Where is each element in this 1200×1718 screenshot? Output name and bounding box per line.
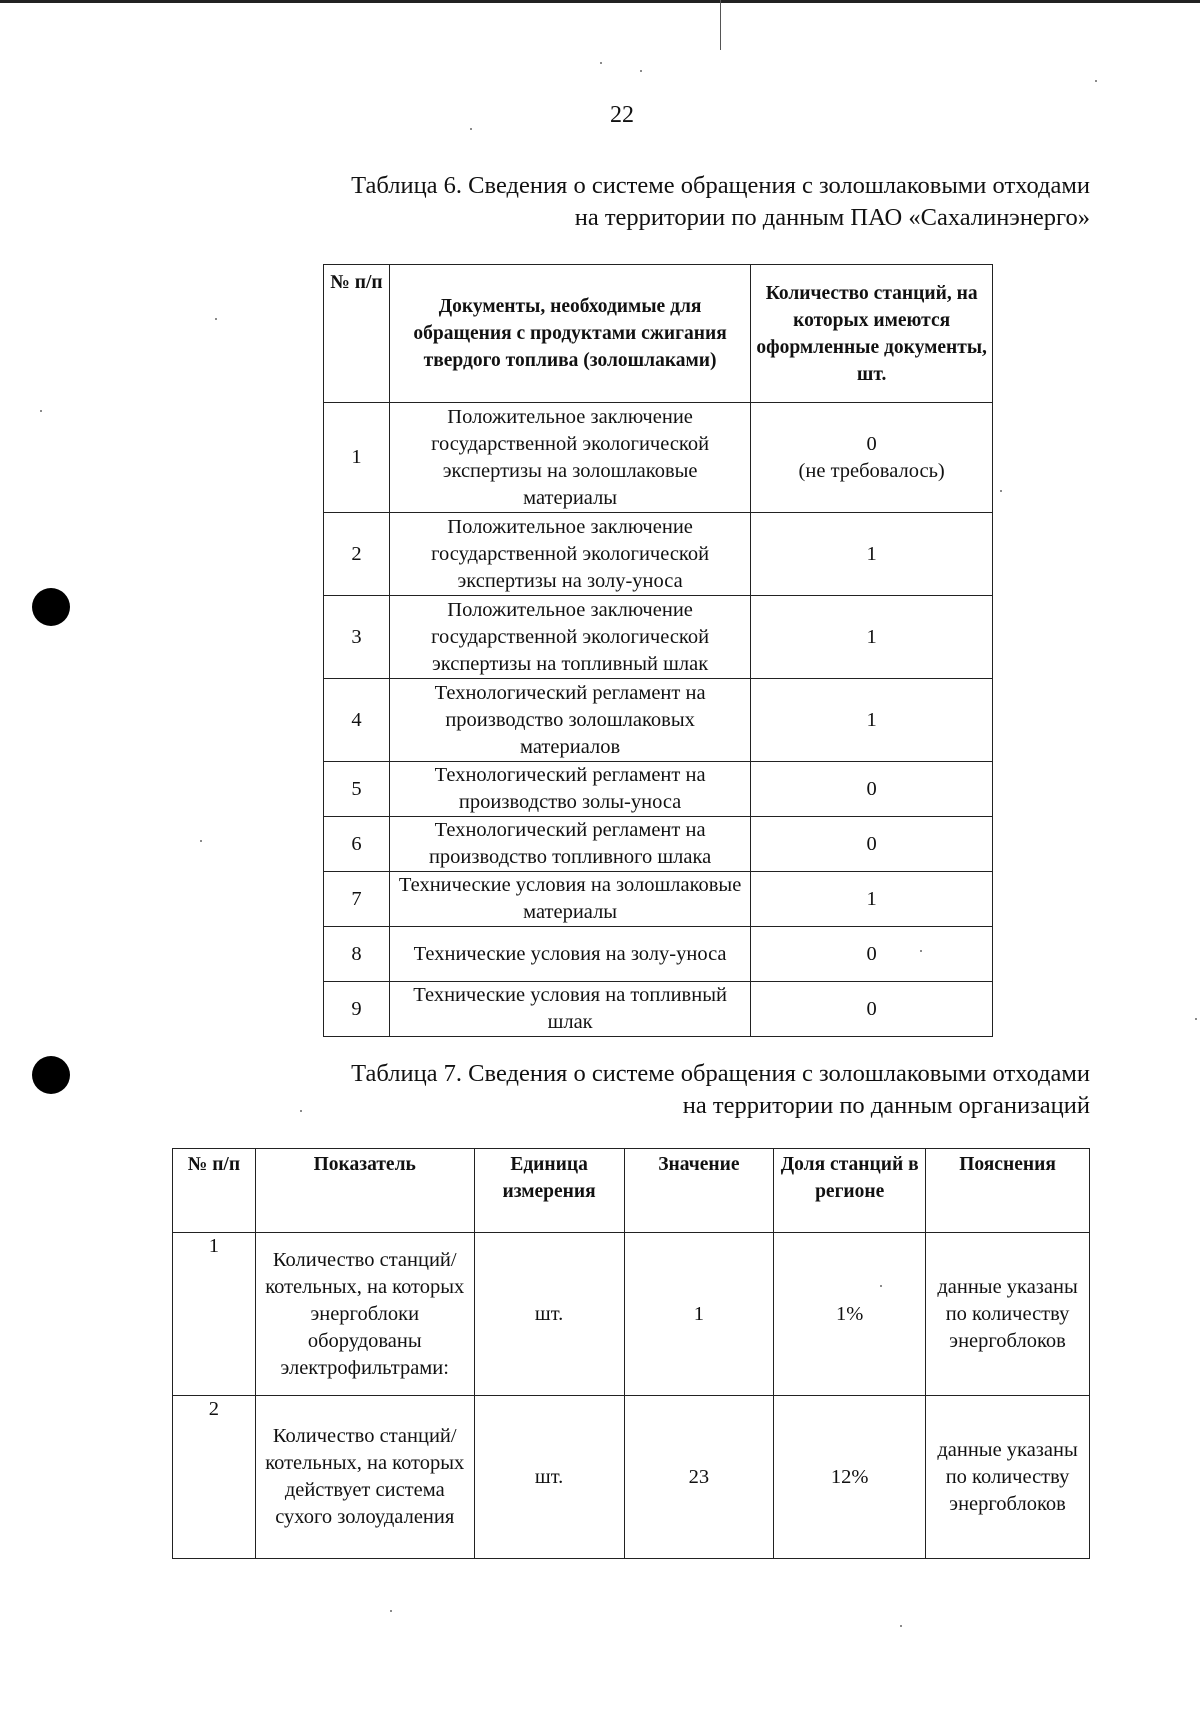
unit: шт.	[474, 1233, 624, 1396]
table7-header-num: № п/п	[173, 1149, 256, 1233]
row-number: 1	[173, 1233, 256, 1396]
table7-header-row	[173, 1149, 1090, 1233]
document-name: Положительное заключение государственной экологической экспертизы на топливный шлак	[389, 596, 750, 679]
punch-hole-upper	[32, 588, 70, 626]
unit: шт.	[474, 1396, 624, 1559]
row-number: 4	[324, 679, 390, 762]
station-count: 0	[751, 927, 993, 982]
row-number: 6	[324, 817, 390, 872]
row-number: 1	[324, 403, 390, 513]
table-row	[324, 403, 993, 513]
table6-header-row	[324, 265, 993, 403]
table-row	[324, 596, 993, 679]
document-name: Положительное заключение государственной экологической экспертизы на золошлаковые материалы	[389, 403, 750, 513]
share: 12%	[774, 1396, 926, 1559]
document-name: Технические условия на золошлаковые материалы	[389, 872, 750, 927]
document-name: Технические условия на топливный шлак	[389, 982, 750, 1037]
row-number: 3	[324, 596, 390, 679]
table6-header-count: Количество станций, на которых имеются оформленные документы, шт.	[751, 265, 993, 403]
station-count: 1	[751, 596, 993, 679]
value: 1	[624, 1233, 774, 1396]
table-row	[324, 762, 993, 817]
station-count: 0	[751, 817, 993, 872]
table-row	[324, 872, 993, 927]
table-row	[324, 513, 993, 596]
table7-header-share: Доля станций в регионе	[774, 1149, 926, 1233]
indicator: Количество станций/котельных, на которых действует система сухого золоудаления	[255, 1396, 474, 1559]
scan-top-edge	[0, 0, 1200, 3]
station-count: 1	[751, 679, 993, 762]
table-row	[324, 679, 993, 762]
row-number: 2	[324, 513, 390, 596]
table-row	[324, 817, 993, 872]
station-count: 0	[751, 762, 993, 817]
table7-caption	[351, 1058, 1090, 1122]
document-name: Технологический регламент на производство топливного шлака	[389, 817, 750, 872]
table6-caption-line2: на территории по данным ПАО «Сахалинэнерго»	[574, 204, 1090, 231]
station-count: 0	[866, 432, 877, 455]
table6-header-num: № п/п	[324, 265, 390, 403]
row-number: 7	[324, 872, 390, 927]
station-count: 1	[751, 872, 993, 927]
table6-caption	[351, 170, 1090, 234]
indicator: Количество станций/котельных, на которых энергоблоки оборудованы электрофильтрами:	[255, 1233, 474, 1396]
station-count: 0	[751, 982, 993, 1037]
table-row	[324, 982, 993, 1037]
table6	[323, 264, 993, 1037]
table7-caption-line2: на территории по данным организаций	[682, 1092, 1090, 1119]
table7-header-unit: Единица измерения	[474, 1149, 624, 1233]
scan-fold-mark	[720, 0, 721, 50]
table7	[172, 1148, 1090, 1559]
document-name: Технологический регламент на производство золошлаковых материалов	[389, 679, 750, 762]
count-note: (не требовалось)	[798, 459, 945, 482]
document-name: Положительное заключение государственной экологической экспертизы на золу-уноса	[389, 513, 750, 596]
row-number: 9	[324, 982, 390, 1037]
value: 23	[624, 1396, 774, 1559]
station-count-cell	[751, 403, 993, 513]
share: 1%	[774, 1233, 926, 1396]
table6-caption-line1: Таблица 6. Сведения о системе обращения с золошлаковыми отходами	[351, 172, 1090, 199]
table6-header-documents: Документы, необходимые для обращения с продуктами сжигания твердого топлива (золошлаками)	[389, 265, 750, 403]
note: данные указаны по количеству энергоблоков	[926, 1233, 1090, 1396]
row-number: 2	[173, 1396, 256, 1559]
table7-caption-line1: Таблица 7. Сведения о системе обращения с золошлаковыми отходами	[351, 1060, 1090, 1087]
punch-hole-lower	[32, 1056, 70, 1094]
page-number: 22	[610, 102, 634, 128]
table-row	[324, 927, 993, 982]
table7-header-notes: Пояснения	[926, 1149, 1090, 1233]
table7-header-value: Значение	[624, 1149, 774, 1233]
row-number: 8	[324, 927, 390, 982]
table7-header-indicator: Показатель	[255, 1149, 474, 1233]
station-count: 1	[751, 513, 993, 596]
document-name: Технические условия на золу-уноса	[389, 927, 750, 982]
note: данные указаны по количеству энергоблоков	[926, 1396, 1090, 1559]
table-row	[173, 1233, 1090, 1396]
row-number: 5	[324, 762, 390, 817]
document-name: Технологический регламент на производство золы-уноса	[389, 762, 750, 817]
table-row	[173, 1396, 1090, 1559]
